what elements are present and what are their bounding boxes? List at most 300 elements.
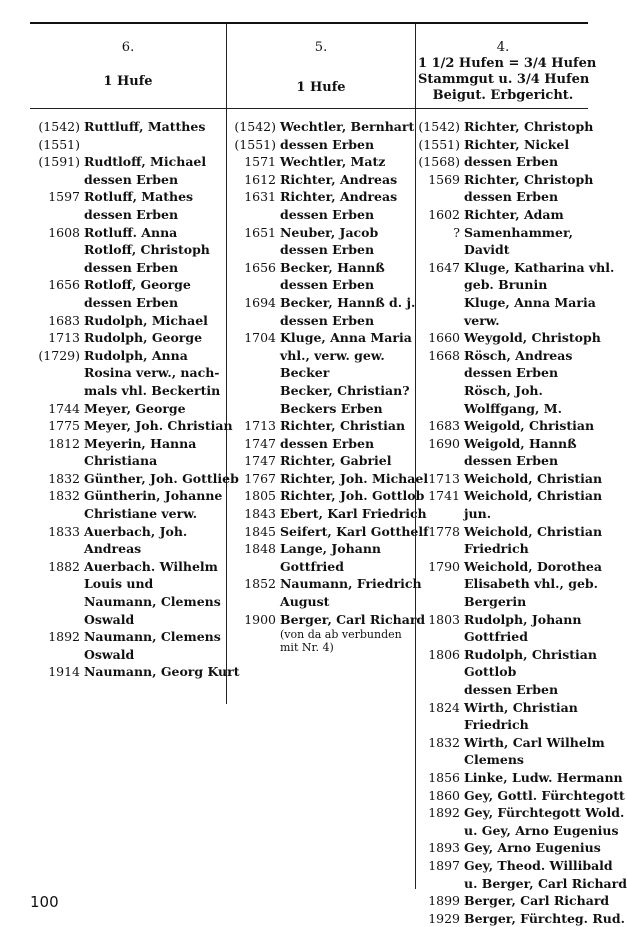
note-line: mit Nr. 4) [280,641,334,655]
entry-line: dessen Erben [464,682,559,697]
entry-year: ? [453,224,460,240]
owner-entry [418,329,601,347]
entry-year: (1542) (1551) [234,119,276,152]
entry-names [84,188,224,223]
entry-line: Rotluff, Mathes [84,189,194,205]
entry-line: dessen Erben [280,435,375,451]
entry-year: 1608 [48,224,80,240]
owner-entry [228,417,414,435]
entry-names [84,417,233,435]
entry-names [464,558,602,611]
owner-entry [418,558,602,611]
entry-line: Naumann, Clemens [84,629,221,645]
entry-year: 1656 [48,277,80,293]
entry-year: 1647 [428,259,460,275]
entry-line: Weichold, Christian [464,470,603,486]
entry-year: 1843 [244,506,276,522]
entry-line: Richter, Christian [280,418,406,434]
entry-names [464,118,593,136]
entry-year: 1571 [244,154,276,170]
entry-year: (1568) [418,154,460,170]
entry-line: August [280,594,330,610]
entry-names [84,663,240,681]
entry-year: 1892 [428,805,460,821]
entry-line: Wirth, Christian [464,699,578,715]
entry-line: Becker, Christian? [280,382,410,398]
entry-names [84,153,224,188]
entry-names [464,347,588,417]
owner-entry [228,259,414,294]
entry-names [84,276,224,311]
entry-line: Rosina verw., nach- [84,365,220,381]
entry-names [280,171,414,189]
entry-year: 1832 [428,734,460,750]
entry-year: (1591) [38,154,80,170]
owner-entry [418,892,610,910]
entry-line: dessen Erben [84,294,179,310]
entry-line: Richter, Christoph [464,171,594,187]
entry-line: Kluge, Anna Maria [464,294,596,310]
entry-names [464,136,588,154]
owner-entry [228,188,414,223]
entry-names [84,470,239,488]
owner-entry [32,329,224,347]
entry-year: 1713 [428,470,460,486]
entry-line: Wolffgang, M. [464,400,562,416]
entry-line: Gey, Fürchtegott Wold. [464,805,625,821]
entry-line: Becker, Hannß [280,259,385,275]
entry-line: Richter, Joh. Michael [280,470,429,486]
entry-names [464,734,605,769]
entry-names [464,699,588,734]
entry-line: Neuber, Jacob [280,224,379,240]
column-note [228,628,414,654]
entry-line: Naumann, Georg Kurt [84,664,240,680]
entry-line: Christiane verw. [84,506,198,522]
entry-line: Ebert, Karl Friedrich [280,506,427,522]
entry-names [464,804,624,839]
entry-line: dessen Erben [280,277,375,293]
note-line: (von da ab verbunden [280,628,402,642]
entry-names [84,487,224,522]
entry-line: Weichold, Christian [464,523,603,539]
owner-entry [418,153,588,171]
entry-line: Richter, Nickel [464,136,570,152]
entry-year: 1683 [48,312,80,328]
owner-entry [32,347,224,400]
entry-names [280,153,414,171]
entry-names [84,558,224,628]
entry-line: Rösch, Joh. [464,382,543,398]
entry-year: 1651 [244,224,276,240]
owner-entry [228,171,414,189]
entry-line: Clemens [464,752,524,768]
owner-entry [228,487,425,505]
entry-year: 1893 [428,840,460,856]
entry-names [464,910,625,927]
entry-line: Weichold, Christian [464,488,603,504]
entry-line: Auerbach. Wilhelm [84,558,218,574]
entry-line: Weygold, Christoph [464,330,601,346]
entry-year: 1806 [428,646,460,662]
owner-entry [32,188,224,223]
entry-line: Gey, Theod. Willibald [464,857,613,873]
entry-line: Richter, Gabriel [280,453,392,469]
entry-year: 1897 [428,857,460,873]
entry-line: Meyer, Joh. Christian [84,418,233,434]
entry-line: u. Gey, Arno Eugenius [464,822,619,838]
entry-names [464,769,623,787]
owner-entry [228,611,426,629]
owner-entry [32,153,224,188]
entry-names [84,435,224,470]
entry-line: Meyer, George [84,400,186,416]
page-number: 100 [30,893,59,911]
entry-line: Günther, Joh. Gottlieb [84,470,239,486]
owner-entry [418,417,595,435]
entry-year: (1729) [38,347,80,363]
owner-entry [228,153,414,171]
entry-year: (1542) [418,119,460,134]
entry-names [280,523,429,541]
entry-names [280,329,414,417]
entry-line: dessen Erben [84,206,179,222]
entry-line: Rotloff, George [84,277,191,293]
entry-line: Gottlob [464,664,517,680]
owner-entry [418,259,615,329]
entry-line: Wechtler, Bernhart [280,119,415,134]
owner-entry [228,118,414,153]
entry-line: Berger, Carl Richard [280,611,426,627]
entry-names [464,523,602,558]
column-header-line: 1 1/2 Hufen = 3/4 Hufen [418,56,597,71]
entry-year: 1569 [428,171,460,187]
owner-entry [32,312,224,330]
entry-names [464,435,588,470]
owner-entry [32,224,224,277]
entry-year: 1747 [244,453,276,469]
entry-line: dessen Erben [280,312,375,328]
entry-line: Kluge, Katharina vhl. [464,259,615,275]
entry-names [464,206,588,224]
entry-line: dessen Erben [84,259,179,275]
entry-year: 1683 [428,418,460,434]
entry-names [464,857,627,892]
entry-names [464,839,601,857]
owner-entry [418,523,603,558]
owner-entry [32,487,224,522]
entry-names [84,347,224,400]
entry-names [280,540,414,575]
entry-line: Becker, Hannß d. j. [280,294,416,310]
entry-names [280,575,422,610]
entry-names [280,435,414,453]
entry-year: 1892 [48,629,80,645]
owner-entry [228,224,414,259]
entry-line: Meyerin, Hanna [84,435,197,451]
entry-names [464,329,601,347]
entry-names [280,487,424,505]
owner-entry [228,575,422,610]
entry-year: 1929 [428,910,460,926]
entry-line: Rotluff. Anna [84,224,178,240]
owner-entry [32,400,224,418]
owner-entry [418,487,603,522]
owner-entry [418,347,588,417]
entry-names [464,224,588,259]
column-number: 5. [314,40,328,55]
entry-year: (1542) (1551) [38,119,80,152]
top-rule [30,22,588,24]
entry-names [464,171,593,206]
column-divider [226,24,227,704]
entry-year: 1694 [244,294,276,310]
entry-year: 1602 [428,206,460,222]
entry-line: mals vhl. Beckertin [84,382,221,398]
owner-entry [228,452,414,470]
owner-entry [228,435,414,453]
entry-year: 1660 [428,330,460,346]
entry-year: 1803 [428,611,460,627]
entry-line: Richter, Joh. Gottlob [280,488,425,504]
entry-year: 1747 [244,435,276,451]
entry-line: Gey, Gottl. Fürchtegott [464,787,625,803]
owner-entry [418,470,603,488]
entry-year: 1805 [244,488,276,504]
owner-entry [418,646,597,699]
entry-line: Rudolph, Christian [464,646,597,662]
owner-entry [418,734,605,769]
entry-line: Rudolph, Johann [464,611,582,627]
entry-year: 1860 [428,787,460,803]
entry-names [464,611,588,646]
entry-names [280,417,414,435]
owner-entry [418,611,588,646]
entry-line: Rudolph, Anna [84,347,188,363]
entry-list [228,118,429,655]
entry-names [280,470,428,488]
entry-year: 1832 [48,488,80,504]
owner-entry [418,206,588,224]
entry-names [280,188,414,223]
entry-line: Christiana [84,453,158,469]
owner-entry [228,523,429,541]
entry-line: Naumann, Friedrich [280,576,422,592]
entry-line: Naumann, Clemens [84,594,221,610]
owner-entry [418,171,594,206]
entry-names [464,487,602,522]
entry-year: (1551) [418,136,460,152]
entry-line: Weichold, Dorothea [464,558,602,574]
owner-entry [228,294,414,329]
entry-names [280,294,415,329]
owner-entry [418,699,588,734]
entry-year: 1631 [244,189,276,205]
entry-line: jun. [464,506,492,522]
entry-names [280,118,414,153]
entry-list [32,118,240,681]
entry-line: Rösch, Andreas [464,347,573,363]
entry-line: Gottfried [280,558,344,574]
entry-names [280,505,427,523]
entry-names [464,470,602,488]
owner-entry [228,540,414,575]
entry-line: Lange, Johann [280,541,381,557]
entry-list [418,118,627,927]
entry-line: Auerbach, Joh. [84,523,188,539]
owner-entry [418,787,625,805]
entry-names [84,329,224,347]
owner-entry [32,470,239,488]
header-rule [30,108,588,109]
entry-line: Kluge, Anna Maria [280,330,412,346]
entry-names [280,224,414,259]
owner-entry [418,136,588,154]
entry-year: 1713 [244,418,276,434]
entry-year: 1612 [244,171,276,187]
entry-line: Berger, Fürchteg. Rud. [464,910,625,926]
entry-line: Wechtler, Matz [280,154,386,170]
owner-entry [228,329,414,417]
entry-year: 1899 [428,893,460,909]
entry-year: 1744 [48,400,80,416]
entry-line: dessen Erben [464,365,559,381]
entry-line: Friedrich [464,717,529,733]
entry-line: Beckers Erben [280,400,383,416]
entry-line: dessen Erben [464,189,559,205]
entry-year: 1832 [48,470,80,486]
entry-year: 1812 [48,435,80,451]
entry-names [84,312,224,330]
entry-names [84,224,224,277]
entry-line: Davidt [464,242,510,258]
owner-entry [418,839,601,857]
owner-entry [228,505,427,523]
entry-line: Samenhammer, [464,224,574,240]
entry-line: Richter, Christoph [464,119,594,134]
owner-entry [418,118,594,136]
entry-year: 1656 [244,259,276,275]
column-header-line: Stammgut u. 3/4 Hufen [418,72,590,87]
entry-line: Rudolph, George [84,330,203,346]
entry-line: Linke, Ludw. Hermann [464,769,623,785]
column-header-line: 1 Hufe [296,80,346,95]
entry-line: Richter, Adam [464,206,564,222]
entry-line: Louis und [84,576,154,592]
entry-names [464,646,597,699]
column-divider [415,24,416,889]
entry-year: 1690 [428,435,460,451]
entry-year: 1778 [428,523,460,539]
entry-year: 1848 [244,541,276,557]
entry-line: Becker [280,365,330,381]
entry-names [464,153,588,171]
entry-year: 1833 [48,523,80,539]
entry-year: 1845 [244,523,276,539]
column-header-line: 1 Hufe [103,74,153,89]
entry-year: 1852 [244,576,276,592]
entry-year: 1856 [428,769,460,785]
entry-names [464,787,625,805]
entry-names [280,259,414,294]
entry-line: Elisabeth vhl., geb. [464,576,599,592]
owner-entry [32,663,240,681]
entry-line: Richter, Andreas [280,171,398,187]
owner-entry [418,804,625,839]
entry-line: u. Berger, Carl Richard [464,875,627,891]
entry-line: Andreas [84,541,142,557]
entry-line: Güntherin, Johanne [84,488,223,504]
owner-entry [32,558,224,628]
entry-line: Wirth, Carl Wilhelm [464,734,605,750]
owner-entry [32,276,224,311]
entry-line: Richter, Andreas [280,189,398,205]
entry-line: Bergerin [464,594,527,610]
entry-line: Rotloff, Christoph [84,242,210,258]
entry-line: dessen Erben [280,136,375,152]
entry-line: verw. [464,312,500,328]
entry-year: 1668 [428,347,460,363]
entry-year: 1790 [428,558,460,574]
entry-line: Friedrich [464,541,529,557]
owner-entry [32,628,224,663]
entry-line: dessen Erben [464,453,559,469]
owner-entry [418,769,623,787]
column-number: 6. [121,40,135,55]
entry-names [84,400,224,418]
entry-names [84,523,224,558]
owner-entry [418,224,588,259]
entry-year: 1775 [48,418,80,434]
entry-line: vhl., verw. gew. [280,347,385,363]
entry-year: 1914 [48,664,80,680]
entry-names [84,628,224,663]
entry-names [464,417,594,435]
entry-year: 1713 [48,330,80,346]
entry-line: Gey, Arno Eugenius [464,840,601,856]
entry-line: Rudolph, Michael [84,312,208,328]
column-number: 4. [496,40,510,55]
entry-year: 1767 [244,470,276,486]
entry-year: 1741 [428,488,460,504]
entry-line: dessen Erben [280,242,375,258]
entry-year: 1597 [48,189,80,205]
entry-year: 1900 [244,611,276,627]
entry-line: dessen Erben [280,206,375,222]
entry-line: dessen Erben [84,171,179,187]
entry-line: Berger, Carl Richard [464,893,610,909]
entry-line: geb. Brunin [464,277,548,293]
entry-line: Oswald [84,611,135,627]
entry-line: Gottfried [464,629,528,645]
entry-line: Weigold, Hannß [464,435,577,451]
entry-line: Seifert, Karl Gotthelf [280,523,429,539]
entry-names [464,259,614,329]
owner-entry [32,435,224,470]
column-header-line: Beigut. Erbgericht. [432,88,574,103]
entry-names [464,892,609,910]
entry-names [84,118,224,153]
entry-line: dessen Erben [464,154,559,170]
entry-year: 1882 [48,558,80,574]
owner-entry [32,417,233,435]
entry-year: 1824 [428,699,460,715]
entry-year: 1704 [244,330,276,346]
owner-entry [32,118,224,153]
owner-entry [418,435,588,470]
owner-entry [228,470,429,488]
entry-line: Rudtloff, Michael [84,154,207,170]
